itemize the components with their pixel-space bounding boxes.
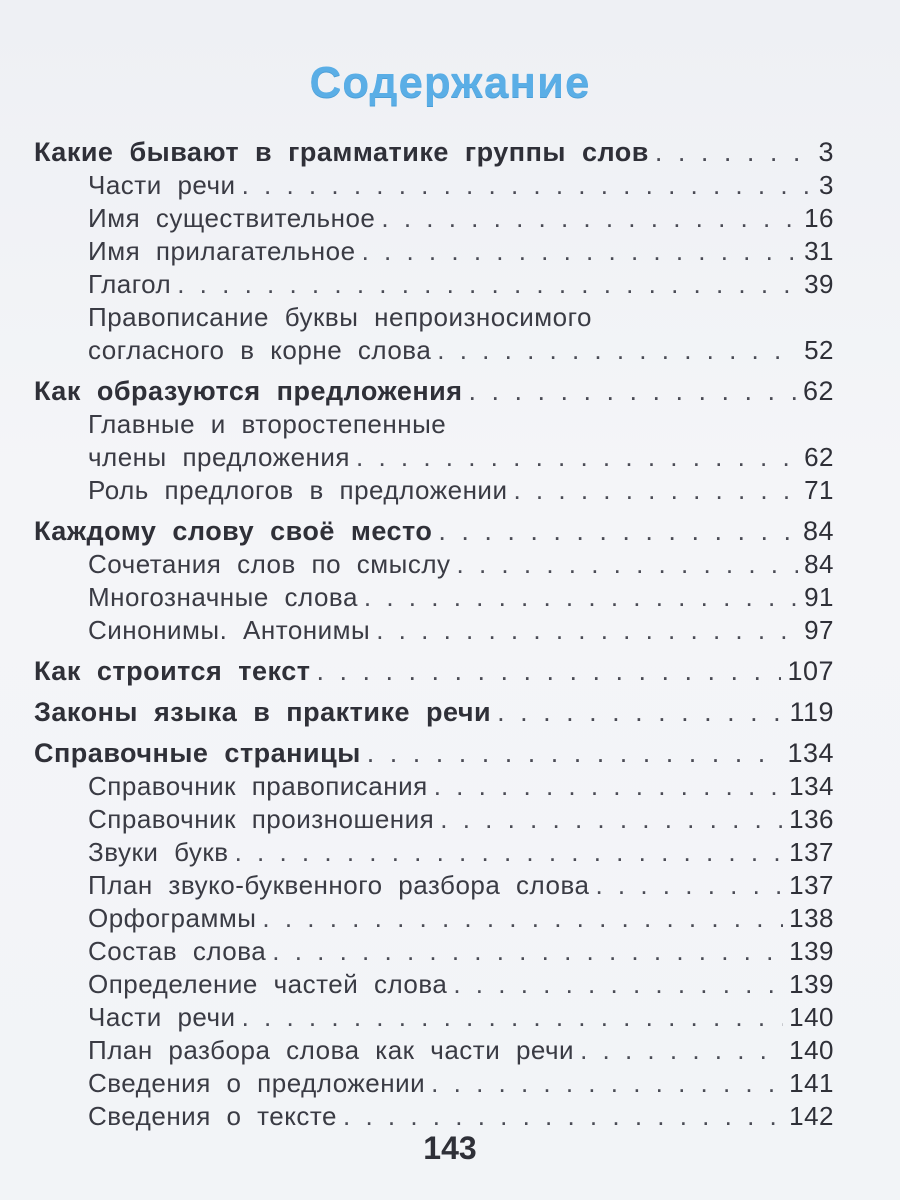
toc-chapter-row [34, 696, 834, 729]
toc-entry-page: 137 [789, 870, 834, 900]
toc-entry-title: согласного в корне слова [88, 335, 432, 365]
toc-section-row [34, 301, 834, 334]
dot-leader [242, 169, 813, 202]
toc-entry-page: 31 [804, 236, 834, 266]
toc-chapter-row [34, 136, 834, 169]
toc-section-row [34, 202, 834, 235]
dot-leader [440, 803, 783, 836]
toc-entry-title: Определение частей слова [88, 969, 448, 999]
table-of-contents [34, 136, 834, 1133]
toc-section-row [34, 1001, 834, 1034]
toc-entry-title: Роль предлогов в предложении [88, 475, 508, 505]
dot-leader [453, 968, 783, 1001]
dot-leader [376, 614, 798, 647]
toc-section-row [34, 268, 834, 301]
toc-entry-title: План разбора слова как части речи [88, 1035, 575, 1065]
dot-leader [513, 474, 798, 507]
toc-entry-page: 71 [804, 475, 834, 505]
toc-section-row [34, 1100, 834, 1133]
toc-section-row [34, 935, 834, 968]
toc-entry-page: 97 [804, 615, 834, 645]
toc-section-row [34, 1067, 834, 1100]
toc-section-row [34, 968, 834, 1001]
toc-entry-page: 84 [802, 516, 834, 546]
toc-entry-title: Законы языка в практике речи [34, 697, 492, 727]
toc-entry-title: Справочник произношения [88, 804, 435, 834]
toc-entry-page: 140 [789, 1002, 834, 1032]
toc-entry-title: Сведения о предложении [88, 1068, 426, 1098]
dot-leader [367, 737, 782, 770]
toc-entry-title: Сведения о тексте [88, 1101, 338, 1131]
dot-leader [431, 1067, 783, 1100]
toc-entry-page: 3 [819, 170, 834, 200]
toc-entry-page: 139 [789, 969, 834, 999]
dot-leader [235, 836, 784, 869]
dot-leader [457, 548, 799, 581]
toc-entry-title: Орфограммы [88, 903, 257, 933]
dot-leader [364, 581, 798, 614]
dot-leader [177, 268, 798, 301]
toc-entry-page: 139 [789, 936, 834, 966]
toc-entry-title: Как строится текст [34, 656, 311, 686]
toc-section-row [34, 581, 834, 614]
toc-entry-page: 16 [804, 203, 834, 233]
toc-section-row [34, 169, 834, 202]
toc-section-row [34, 1034, 834, 1067]
toc-section-row [34, 408, 834, 441]
toc-entry-title: Имя существительное [88, 203, 376, 233]
toc-entry-title: Справочные страницы [34, 738, 361, 768]
toc-entry-page: 141 [789, 1068, 834, 1098]
toc-entry-title: члены предложения [88, 442, 350, 472]
dot-leader [438, 515, 797, 548]
toc-entry-title: Многозначные слова [88, 582, 358, 612]
dot-leader [595, 869, 783, 902]
toc-entry-title: Имя прилагательное [88, 236, 356, 266]
toc-entry-title: План звуко-буквенного разбора слова [88, 870, 590, 900]
toc-entry-title: Состав слова [88, 936, 267, 966]
dot-leader [362, 235, 799, 268]
toc-section-row [34, 235, 834, 268]
toc-section-row [34, 836, 834, 869]
toc-entry-title: Справочник правописания [88, 771, 428, 801]
toc-entry-page: 136 [789, 804, 834, 834]
dot-leader [316, 655, 781, 688]
dot-leader [434, 770, 783, 803]
toc-entry-title: Главные и второстепенные [88, 409, 447, 439]
dot-leader [242, 1001, 784, 1034]
toc-entry-page: 84 [804, 549, 834, 579]
toc-chapter-row [34, 655, 834, 688]
toc-entry-page: 3 [818, 137, 834, 167]
toc-entry-page: 52 [804, 335, 834, 365]
toc-section-row [34, 548, 834, 581]
toc-entry-page: 137 [789, 837, 834, 867]
toc-entry-title: Части речи [88, 1002, 236, 1032]
dot-leader [343, 1100, 783, 1133]
page-number: 143 [423, 1130, 477, 1166]
toc-entry-title: Сочетания слов по смыслу [88, 549, 451, 579]
dot-leader [272, 935, 783, 968]
dot-leader [356, 441, 798, 474]
toc-entry-title: Синонимы. Антонимы [88, 615, 371, 645]
dot-leader [655, 136, 813, 169]
toc-entry-page: 62 [804, 442, 834, 472]
dot-leader [580, 1034, 783, 1067]
toc-entry-page: 134 [787, 738, 834, 768]
dot-leader [497, 696, 783, 729]
toc-entry-page: 140 [789, 1035, 834, 1065]
toc-entry-title: Какие бывают в грамматике группы слов [34, 137, 649, 167]
toc-section-row [34, 614, 834, 647]
toc-entry-title: Как образуются предложения [34, 376, 463, 406]
toc-entry-title: Части речи [88, 170, 236, 200]
dot-leader [381, 202, 798, 235]
toc-entry-page: 134 [789, 771, 834, 801]
dot-leader [437, 334, 798, 367]
toc-chapter-row [34, 375, 834, 408]
toc-entry-title: Глагол [88, 269, 172, 299]
toc-entry-title: Правописание буквы непроизносимого [88, 302, 592, 332]
toc-entry-page: 91 [804, 582, 834, 612]
toc-section-row [34, 902, 834, 935]
toc-entry-page: 138 [789, 903, 834, 933]
toc-section-row [34, 770, 834, 803]
toc-section-row [34, 803, 834, 836]
toc-entry-title: Каждому слову своё место [34, 516, 433, 546]
toc-chapter-row [34, 515, 834, 548]
toc-section-row [34, 334, 834, 367]
page-title: Содержание [309, 58, 591, 107]
toc-section-row [34, 441, 834, 474]
dot-leader [262, 902, 783, 935]
toc-entry-page: 107 [787, 656, 834, 686]
toc-chapter-row [34, 737, 834, 770]
toc-entry-page: 119 [789, 697, 834, 727]
toc-entry-page: 39 [804, 269, 834, 299]
toc-section-row [34, 474, 834, 507]
toc-section-row [34, 869, 834, 902]
toc-entry-title: Звуки букв [88, 837, 229, 867]
toc-entry-page: 62 [802, 376, 834, 406]
toc-entry-page: 142 [789, 1101, 834, 1131]
dot-leader [469, 375, 797, 408]
